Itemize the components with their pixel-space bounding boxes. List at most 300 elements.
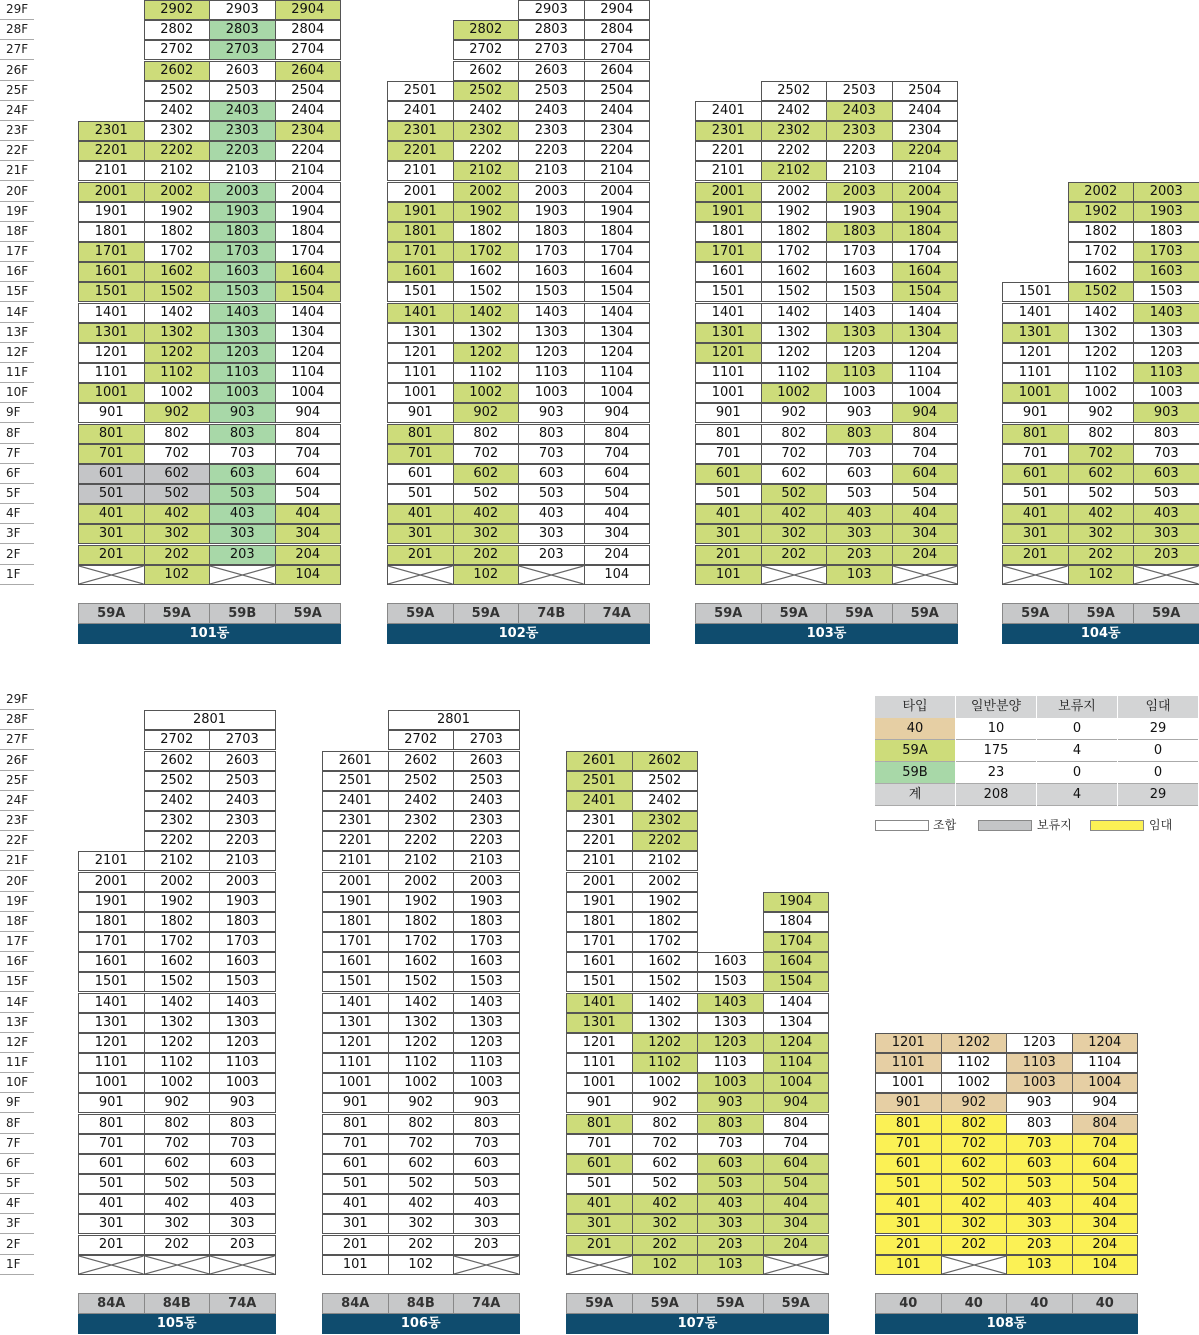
unit-cell: 104 <box>275 565 342 585</box>
unit-cell: 601 <box>566 1154 633 1174</box>
unit-cell: 201 <box>695 545 762 565</box>
unit-cell: 1104 <box>275 363 342 383</box>
floor-label: 16F <box>0 262 34 282</box>
unit-cell: 1501 <box>566 972 633 992</box>
unit-cell: 1602 <box>1068 262 1135 282</box>
unit-type-cell: 74A <box>453 1293 520 1314</box>
unit-cell: 1601 <box>387 262 454 282</box>
unit-cell: 1402 <box>388 993 455 1013</box>
unit-cell: 2001 <box>387 182 454 202</box>
unit-cell: 2602 <box>144 61 211 81</box>
unit-cell: 1803 <box>1133 222 1199 242</box>
unit-cell: 1003 <box>209 1073 276 1093</box>
floor-label: 7F <box>0 1134 34 1154</box>
empty-unit-cell <box>78 1255 145 1275</box>
empty-unit-cell <box>78 565 145 585</box>
unit-cell: 2101 <box>566 851 633 871</box>
floor-label: 5F <box>0 484 34 504</box>
unit-cell: 1803 <box>209 222 276 242</box>
floor-label: 16F <box>0 952 34 972</box>
unit-cell: 103 <box>697 1255 764 1275</box>
unit-cell: 901 <box>322 1093 389 1113</box>
unit-cell: 2801 <box>144 710 276 730</box>
unit-cell: 2104 <box>275 161 342 181</box>
unit-cell: 902 <box>632 1093 699 1113</box>
unit-cell: 1202 <box>941 1033 1008 1053</box>
unit-cell: 1904 <box>584 202 651 222</box>
unit-cell: 1202 <box>453 343 520 363</box>
unit-cell: 2902 <box>144 0 211 20</box>
unit-cell: 504 <box>275 484 342 504</box>
unit-cell: 603 <box>209 1154 276 1174</box>
unit-cell: 1704 <box>892 242 959 262</box>
unit-cell: 1502 <box>1068 282 1135 302</box>
floor-label: 10F <box>0 383 34 403</box>
unit-cell: 1203 <box>209 1033 276 1053</box>
unit-cell: 2301 <box>695 121 762 141</box>
unit-cell: 2803 <box>209 20 276 40</box>
unit-cell: 2102 <box>144 851 211 871</box>
unit-type-cell: 59A <box>1002 603 1069 624</box>
unit-cell: 904 <box>763 1093 830 1113</box>
unit-cell: 2802 <box>144 20 211 40</box>
floor-label: 3F <box>0 524 34 544</box>
unit-cell: 604 <box>275 464 342 484</box>
unit-cell: 1103 <box>209 363 276 383</box>
unit-cell: 1201 <box>566 1033 633 1053</box>
unit-cell: 1003 <box>209 383 276 403</box>
unit-cell: 302 <box>144 524 211 544</box>
unit-cell: 1201 <box>875 1033 942 1053</box>
unit-cell: 902 <box>144 403 211 423</box>
building-name: 107동 <box>566 1314 829 1334</box>
empty-unit-cell <box>761 565 828 585</box>
unit-cell: 801 <box>78 424 145 444</box>
unit-cell: 503 <box>209 1174 276 1194</box>
building-name: 105동 <box>78 1314 276 1334</box>
unit-cell: 901 <box>387 403 454 423</box>
unit-cell: 301 <box>695 524 762 544</box>
unit-cell: 603 <box>1133 464 1199 484</box>
legend-value-cell: 175 <box>956 740 1036 762</box>
unit-cell: 1502 <box>144 972 211 992</box>
unit-cell: 2303 <box>453 811 520 831</box>
floor-label: 21F <box>0 161 34 181</box>
unit-cell: 2101 <box>78 851 145 871</box>
unit-cell: 201 <box>875 1235 942 1255</box>
unit-cell: 1802 <box>632 912 699 932</box>
floor-label: 15F <box>0 282 34 302</box>
unit-cell: 2001 <box>695 182 762 202</box>
unit-cell: 2402 <box>144 101 211 121</box>
unit-cell: 501 <box>322 1174 389 1194</box>
unit-cell: 102 <box>632 1255 699 1275</box>
unit-cell: 1302 <box>761 323 828 343</box>
unit-cell: 302 <box>941 1214 1008 1234</box>
unit-cell: 903 <box>518 403 585 423</box>
unit-cell: 1702 <box>388 932 455 952</box>
building-name: 106동 <box>322 1314 520 1334</box>
unit-cell: 1001 <box>78 1073 145 1093</box>
unit-cell: 2503 <box>209 771 276 791</box>
unit-cell: 402 <box>144 504 211 524</box>
legend-value-cell: 0 <box>1118 762 1198 784</box>
floor-label: 8F <box>0 424 34 444</box>
unit-cell: 1601 <box>695 262 762 282</box>
unit-cell: 1201 <box>1002 343 1069 363</box>
empty-unit-cell <box>941 1255 1008 1275</box>
unit-cell: 1003 <box>1133 383 1199 403</box>
empty-unit-cell <box>209 1255 276 1275</box>
unit-cell: 1203 <box>697 1033 764 1053</box>
unit-type-cell: 84A <box>322 1293 389 1314</box>
floor-label: 18F <box>0 912 34 932</box>
unit-cell: 2104 <box>584 161 651 181</box>
unit-cell: 802 <box>388 1114 455 1134</box>
unit-cell: 1603 <box>453 952 520 972</box>
unit-cell: 2301 <box>78 121 145 141</box>
unit-cell: 104 <box>1072 1255 1139 1275</box>
unit-cell: 1404 <box>275 303 342 323</box>
unit-cell: 1901 <box>78 202 145 222</box>
unit-cell: 2103 <box>209 851 276 871</box>
unit-cell: 804 <box>892 424 959 444</box>
unit-cell: 701 <box>387 444 454 464</box>
unit-cell: 801 <box>695 424 762 444</box>
unit-type-cell: 40 <box>1072 1293 1139 1314</box>
unit-cell: 2203 <box>209 831 276 851</box>
unit-type-cell: 74B <box>518 603 585 624</box>
unit-cell: 903 <box>209 403 276 423</box>
unit-cell: 703 <box>1133 444 1199 464</box>
unit-cell: 203 <box>518 545 585 565</box>
unit-cell: 203 <box>1133 545 1199 565</box>
unit-cell: 1003 <box>1006 1073 1073 1093</box>
unit-cell: 1902 <box>761 202 828 222</box>
unit-cell: 2404 <box>892 101 959 121</box>
unit-cell: 1102 <box>761 363 828 383</box>
unit-cell: 1301 <box>78 323 145 343</box>
cross-mark-icon <box>1003 566 1068 584</box>
unit-cell: 1002 <box>144 1073 211 1093</box>
floor-label: 1F <box>0 565 34 585</box>
unit-cell: 901 <box>695 403 762 423</box>
legend-value-cell: 23 <box>956 762 1036 784</box>
unit-cell: 1201 <box>78 1033 145 1053</box>
unit-cell: 2604 <box>584 61 651 81</box>
unit-cell: 904 <box>584 403 651 423</box>
unit-cell: 1501 <box>78 972 145 992</box>
unit-cell: 2703 <box>453 730 520 750</box>
unit-cell: 1001 <box>695 383 762 403</box>
unit-cell: 701 <box>695 444 762 464</box>
unit-cell: 1504 <box>584 282 651 302</box>
building-name: 108동 <box>875 1314 1138 1334</box>
unit-cell: 1903 <box>826 202 893 222</box>
unit-cell: 602 <box>1068 464 1135 484</box>
unit-cell: 2304 <box>892 121 959 141</box>
unit-cell: 1701 <box>322 932 389 952</box>
unit-cell: 2002 <box>144 872 211 892</box>
unit-cell: 802 <box>761 424 828 444</box>
unit-cell: 703 <box>697 1134 764 1154</box>
floor-label: 20F <box>0 872 34 892</box>
unit-cell: 401 <box>1002 504 1069 524</box>
unit-cell: 1102 <box>144 1053 211 1073</box>
unit-cell: 2804 <box>275 20 342 40</box>
unit-cell: 1604 <box>275 262 342 282</box>
unit-cell: 1702 <box>1068 242 1135 262</box>
legend-value-cell: 208 <box>956 784 1036 806</box>
unit-cell: 601 <box>78 464 145 484</box>
unit-cell: 702 <box>1068 444 1135 464</box>
unit-cell: 2102 <box>632 851 699 871</box>
unit-cell: 1503 <box>209 282 276 302</box>
unit-cell: 402 <box>941 1194 1008 1214</box>
unit-cell: 2504 <box>584 81 651 101</box>
unit-cell: 2002 <box>1068 182 1135 202</box>
cross-mark-icon <box>893 566 958 584</box>
unit-cell: 802 <box>144 1114 211 1134</box>
legend-value-cell: 29 <box>1118 718 1198 740</box>
unit-cell: 1303 <box>518 323 585 343</box>
unit-cell: 1902 <box>1068 202 1135 222</box>
floor-label: 19F <box>0 202 34 222</box>
unit-cell: 2704 <box>275 40 342 60</box>
unit-cell: 203 <box>209 545 276 565</box>
unit-cell: 1901 <box>695 202 762 222</box>
unit-cell: 603 <box>209 464 276 484</box>
unit-cell: 2101 <box>387 161 454 181</box>
unit-cell: 2803 <box>518 20 585 40</box>
unit-cell: 903 <box>453 1093 520 1113</box>
unit-cell: 604 <box>892 464 959 484</box>
floor-label: 3F <box>0 1214 34 1234</box>
unit-cell: 603 <box>518 464 585 484</box>
unit-cell: 1103 <box>209 1053 276 1073</box>
unit-cell: 804 <box>1072 1114 1139 1134</box>
unit-cell: 2603 <box>518 61 585 81</box>
unit-cell: 503 <box>453 1174 520 1194</box>
unit-cell: 803 <box>1006 1114 1073 1134</box>
unit-cell: 402 <box>1068 504 1135 524</box>
unit-cell: 2603 <box>209 751 276 771</box>
unit-cell: 803 <box>1133 424 1199 444</box>
unit-cell: 1103 <box>1006 1053 1073 1073</box>
unit-cell: 903 <box>1133 403 1199 423</box>
unit-cell: 804 <box>275 424 342 444</box>
unit-cell: 802 <box>941 1114 1008 1134</box>
empty-unit-cell <box>144 1255 211 1275</box>
unit-cell: 102 <box>144 565 211 585</box>
unit-cell: 2703 <box>209 40 276 60</box>
unit-cell: 1902 <box>144 892 211 912</box>
unit-cell: 2302 <box>761 121 828 141</box>
unit-cell: 1503 <box>826 282 893 302</box>
unit-cell: 2201 <box>387 141 454 161</box>
unit-cell: 204 <box>1072 1235 1139 1255</box>
unit-cell: 1001 <box>78 383 145 403</box>
unit-cell: 901 <box>78 403 145 423</box>
unit-cell: 202 <box>453 545 520 565</box>
legend-header: 보류지 <box>1037 696 1117 718</box>
unit-cell: 702 <box>941 1134 1008 1154</box>
unit-cell: 304 <box>763 1214 830 1234</box>
unit-cell: 1001 <box>566 1073 633 1093</box>
unit-cell: 1103 <box>518 363 585 383</box>
unit-cell: 1401 <box>387 303 454 323</box>
unit-cell: 1101 <box>566 1053 633 1073</box>
unit-cell: 2101 <box>78 161 145 181</box>
unit-cell: 1701 <box>387 242 454 262</box>
unit-cell: 1501 <box>695 282 762 302</box>
unit-cell: 301 <box>875 1214 942 1234</box>
unit-cell: 1303 <box>1133 323 1199 343</box>
unit-cell: 2304 <box>275 121 342 141</box>
unit-cell: 903 <box>1006 1093 1073 1113</box>
cross-mark-icon <box>79 566 144 584</box>
unit-cell: 2403 <box>209 791 276 811</box>
unit-type-cell: 59A <box>826 603 893 624</box>
unit-cell: 2301 <box>387 121 454 141</box>
unit-cell: 2504 <box>892 81 959 101</box>
unit-cell: 1502 <box>632 972 699 992</box>
unit-cell: 2203 <box>518 141 585 161</box>
unit-cell: 2402 <box>388 791 455 811</box>
unit-cell: 101 <box>695 565 762 585</box>
unit-cell: 2103 <box>826 161 893 181</box>
unit-cell: 501 <box>78 484 145 504</box>
unit-cell: 801 <box>1002 424 1069 444</box>
unit-cell: 2102 <box>761 161 828 181</box>
unit-cell: 401 <box>387 504 454 524</box>
unit-cell: 2102 <box>453 161 520 181</box>
empty-unit-cell <box>387 565 454 585</box>
unit-cell: 303 <box>1006 1214 1073 1234</box>
unit-cell: 1101 <box>875 1053 942 1073</box>
unit-cell: 2202 <box>144 141 211 161</box>
floor-label: 28F <box>0 710 34 730</box>
unit-cell: 1801 <box>78 222 145 242</box>
unit-cell: 2702 <box>144 730 211 750</box>
unit-cell: 504 <box>892 484 959 504</box>
unit-cell: 302 <box>453 524 520 544</box>
legend-value-cell: 0 <box>1037 718 1117 740</box>
unit-cell: 1201 <box>695 343 762 363</box>
unit-cell: 1101 <box>322 1053 389 1073</box>
unit-cell: 803 <box>697 1114 764 1134</box>
unit-cell: 2003 <box>826 182 893 202</box>
unit-cell: 1904 <box>763 892 830 912</box>
unit-type-cell: 74A <box>584 603 651 624</box>
unit-cell: 1402 <box>761 303 828 323</box>
building-name: 104동 <box>1002 624 1199 644</box>
floor-label: 6F <box>0 464 34 484</box>
unit-cell: 902 <box>144 1093 211 1113</box>
unit-cell: 1303 <box>209 1013 276 1033</box>
unit-cell: 501 <box>1002 484 1069 504</box>
unit-cell: 2002 <box>761 182 828 202</box>
unit-cell: 2502 <box>388 771 455 791</box>
unit-cell: 703 <box>209 444 276 464</box>
unit-cell: 1103 <box>1133 363 1199 383</box>
unit-cell: 1004 <box>275 383 342 403</box>
unit-cell: 203 <box>826 545 893 565</box>
floor-label: 27F <box>0 40 34 60</box>
unit-cell: 801 <box>322 1114 389 1134</box>
unit-cell: 2104 <box>892 161 959 181</box>
unit-cell: 502 <box>1068 484 1135 504</box>
unit-cell: 904 <box>892 403 959 423</box>
unit-cell: 604 <box>1072 1154 1139 1174</box>
unit-cell: 503 <box>209 484 276 504</box>
empty-unit-cell <box>209 565 276 585</box>
unit-cell: 1203 <box>826 343 893 363</box>
unit-cell: 1601 <box>78 262 145 282</box>
unit-cell: 2904 <box>275 0 342 20</box>
legend-value-cell: 0 <box>1037 762 1117 784</box>
unit-cell: 1701 <box>695 242 762 262</box>
unit-cell: 1801 <box>695 222 762 242</box>
unit-cell: 2001 <box>566 872 633 892</box>
unit-cell: 501 <box>695 484 762 504</box>
unit-cell: 2503 <box>826 81 893 101</box>
floor-label: 4F <box>0 504 34 524</box>
unit-type-cell: 40 <box>875 1293 942 1314</box>
unit-cell: 1503 <box>1133 282 1199 302</box>
unit-cell: 704 <box>584 444 651 464</box>
unit-cell: 1103 <box>453 1053 520 1073</box>
unit-cell: 1401 <box>695 303 762 323</box>
unit-cell: 2404 <box>275 101 342 121</box>
building-name: 102동 <box>387 624 650 644</box>
unit-cell: 1403 <box>826 303 893 323</box>
floor-label: 23F <box>0 811 34 831</box>
unit-cell: 1301 <box>322 1013 389 1033</box>
unit-cell: 1903 <box>1133 202 1199 222</box>
floor-label: 9F <box>0 1093 34 1113</box>
unit-cell: 1802 <box>1068 222 1135 242</box>
building-name: 101동 <box>78 624 341 644</box>
cross-mark-icon <box>145 1256 210 1274</box>
unit-cell: 301 <box>78 524 145 544</box>
floor-label: 4F <box>0 1194 34 1214</box>
unit-cell: 1802 <box>453 222 520 242</box>
unit-cell: 2303 <box>209 121 276 141</box>
unit-cell: 502 <box>941 1174 1008 1194</box>
unit-cell: 1402 <box>1068 303 1135 323</box>
unit-cell: 2004 <box>275 182 342 202</box>
unit-cell: 703 <box>826 444 893 464</box>
unit-cell: 1502 <box>388 972 455 992</box>
unit-cell: 502 <box>388 1174 455 1194</box>
floor-label: 25F <box>0 81 34 101</box>
unit-cell: 402 <box>632 1194 699 1214</box>
unit-cell: 2103 <box>453 851 520 871</box>
unit-cell: 301 <box>78 1214 145 1234</box>
unit-cell: 1702 <box>453 242 520 262</box>
unit-cell: 1002 <box>453 383 520 403</box>
floor-label: 5F <box>0 1174 34 1194</box>
unit-cell: 1001 <box>322 1073 389 1093</box>
unit-cell: 2202 <box>453 141 520 161</box>
unit-cell: 803 <box>826 424 893 444</box>
unit-cell: 501 <box>566 1174 633 1194</box>
unit-type-cell: 59A <box>1133 603 1199 624</box>
cross-mark-icon <box>454 1256 519 1274</box>
unit-cell: 1501 <box>387 282 454 302</box>
unit-cell: 1101 <box>695 363 762 383</box>
